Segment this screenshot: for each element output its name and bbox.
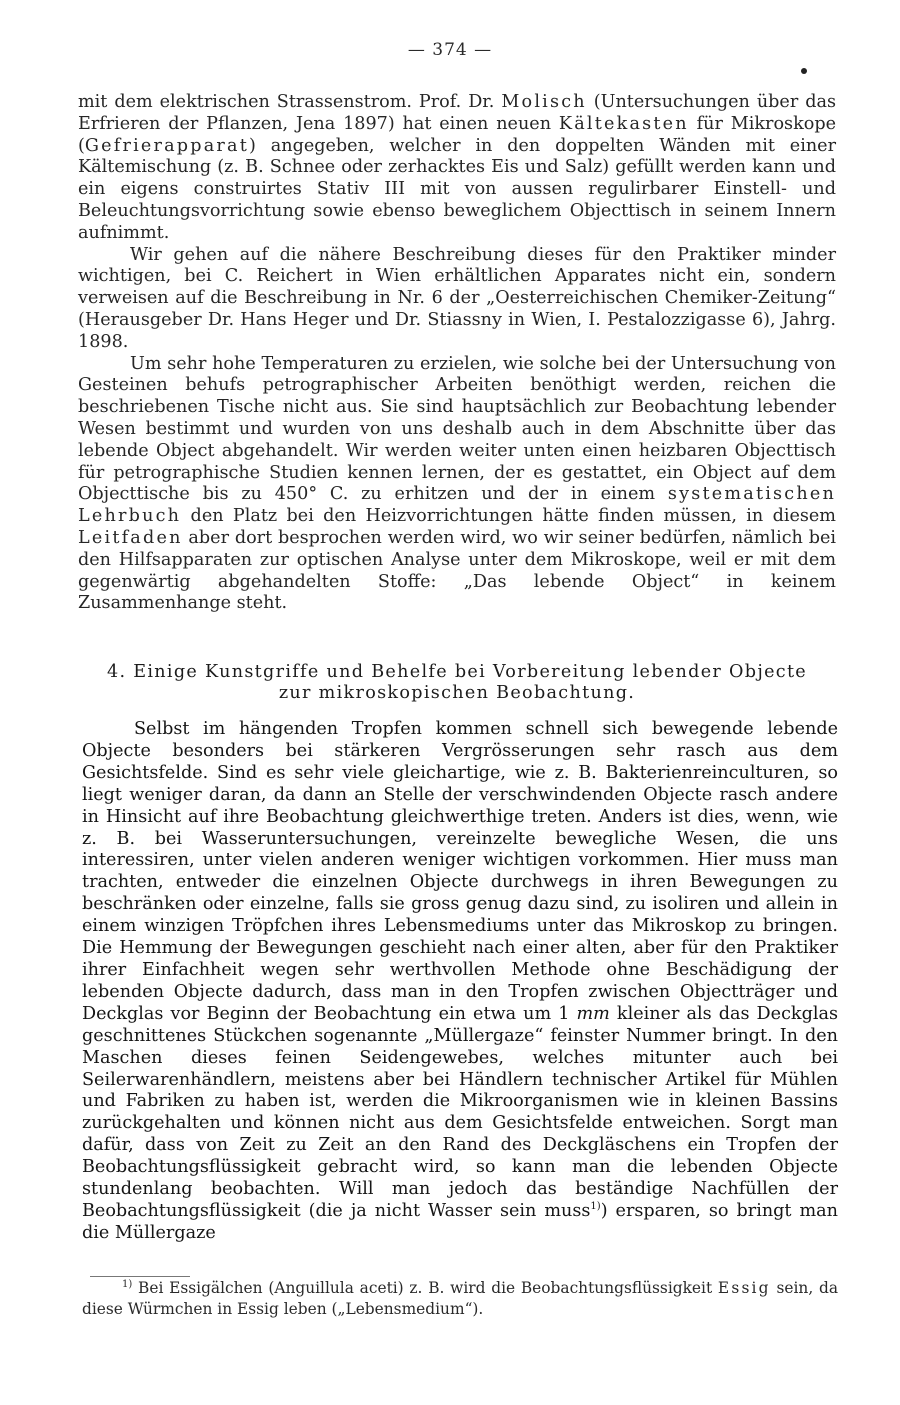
term-essig: Essig xyxy=(717,1279,771,1297)
section-heading xyxy=(78,662,836,704)
footnote-marker: 1) xyxy=(122,1278,133,1290)
paragraph-muellergaze: Selbst im hängenden Tropfen kommen schnell sich bewegende lebende Objecte besonders bei stärkeren Vergrösserungen sehr rasch aus dem Gesichtsfelde. Sind es sehr viele gleichartige, wie z. B. Bakterienreinculturen, so liegt weniger daran, da dann an Stelle der verschwindenden Objecte rasch andere in Hinsicht auf ihre Beobachtung gleichwerthige treten. Anders ist dies, wenn, wie z. B. bei Wasseruntersuchungen, vereinzelte bewegliche Wesen, die uns interessiren, unter vielen anderen weniger wichtigen vorkommen. Hier muss man trachten, entweder die einzelnen Objecte durchwegs in ihren Bewegungen zu beschränken oder einzelne, falls sie gross genug dazu sind, zu isoliren und allein in einem winzigen Tröpfchen ihres Lebensmediums unter das Mikroskop zu bringen. Die Hemmung der Bewegungen geschieht nach einer alten, aber für den Praktiker ihrer Einfachheit wegen sehr werthvollen Methode ohne Beschädigung der lebenden Objecte dadurch, dass man in den Tropfen zwischen Objectträger und Deckglas vor Beginn der Beobachtung ein etwa um 1 mm kleiner als das Deckglas geschnittenes Stückchen sogenannte „Müllergaze“ feinster Nummer bringt. In den Maschen dieses feinen Seidengewebes, welches mitunter auch bei Seilerwarenhändlern, meistens aber bei Händlern technischer Artikel für Mühlen und Fabriken zu haben ist, werden die Mikroorganismen wie in kleinen Bassins zurückgehalten und können nicht aus dem Gesichtsfelde entweichen. Sorgt man dafür, dass von Zeit zu Zeit an den Rand des Deckgläschens ein Tropfen der Beobachtungsflüssigkeit gebracht wird, so kann man die lebenden Objecte stundenlang beobachten. Will man jedoch das beständige Nachfüllen der Beobachtungsflüssigkeit (die ja nicht Wasser sein muss$^{1)}$) ersparen, so bringt man die Müllergaze xyxy=(82,719,839,1243)
paragraph-high-temperatures: Um sehr hohe Temperaturen zu erzielen, wie solche bei der Untersuchung von Gesteinen behufs petrographischer Arbeiten benöthigt werden, reichen die beschriebenen Tische nicht aus. Sie sind hauptsächlich zur Beobachtung lebender Wesen bestimmt und wurden von uns deshalb auch in dem Abschnitte über das lebende Object abgehandelt. Wir werden weiter unten einen heizbaren Objecttisch für petrographische Studien kennen lernen, der es gestattet, ein Object auf dem Objecttische bis zu 450° C. zu erhitzen und der in einem systematischen Lehrbuch den Platz bei den Heizvorrichtungen hätte finden müssen, in diesem Leitfaden aber dort besprochen werden wird, wo wir seiner bedürfen, nämlich bei den Hilfsapparaten zur optischen Analyse unter dem Mikroskope, weil er mit dem gegenwärtig abgehandelten Stoffe: „Das lebende Object“ in keinem Zusammenhange steht. xyxy=(78,353,836,614)
author-name-molisch: Molisch xyxy=(501,92,587,112)
section-heading-line-1: 4. Einige Kunstgriffe und Behelfe bei Vorbereitung lebender Objecte xyxy=(106,662,808,682)
section-body-text xyxy=(82,719,838,1245)
footnote: $^{1)}$ Bei Essigälchen (Anguillula aceti) z. B. wird die Beobachtungsflüssigkeit Essig sein, da diese Würmchen in Essig leben („Lebensmedium“). xyxy=(82,1278,838,1318)
page-number: — 374 — xyxy=(407,40,493,60)
term-systematischen-lehrbuch: systematischen Lehrbuch xyxy=(78,484,836,527)
print-speck xyxy=(801,68,807,74)
footnote-reference: 1) xyxy=(590,1201,601,1213)
footnote-rule xyxy=(90,1276,190,1277)
section-heading-line-2: zur mikroskopischen Beobachtung. xyxy=(278,683,636,703)
unit-mm: mm xyxy=(576,1003,610,1024)
continued-section-text xyxy=(78,92,836,615)
paragraph-kaeltekasten: mit dem elektrischen Strassenstrom. Prof. Dr. Molisch (Untersuchungen über das Erfrieren der Pflanzen, Jena 1897) hat einen neuen Kältekasten für Mikroskope (Gefrierapparat) angegeben, welcher in den doppelten Wänden mit einer Kältemischung (z. B. Schnee oder zerhacktes Eis und Salz) gefüllt werden kann und ein eigens construirtes Stativ III mit von aussen regulirbarer Einstell- und Beleuchtungsvorrichtung sowie ebenso beweglichem Objecttisch in seinem Innern aufnimmt. xyxy=(78,92,836,243)
paragraph-reichert-reference: Wir gehen auf die nähere Beschreibung dieses für den Praktiker minder wichtigen, bei C. Reichert in Wien erhältlichen Apparates nicht ein, sondern verweisen auf die Beschreibung in Nr. 6 der „Oesterreichischen Chemiker-Zeitung“ (Herausgeber Dr. Hans Heger und Dr. Stiassny in Wien, I. Pestalozzigasse 6), Jahrg. 1898. xyxy=(78,244,836,352)
term-gefrierapparat: Gefrierapparat xyxy=(84,135,249,156)
term-kaeltekasten: Kältekasten xyxy=(558,113,689,134)
term-leitfaden: Leitfaden xyxy=(78,527,183,548)
